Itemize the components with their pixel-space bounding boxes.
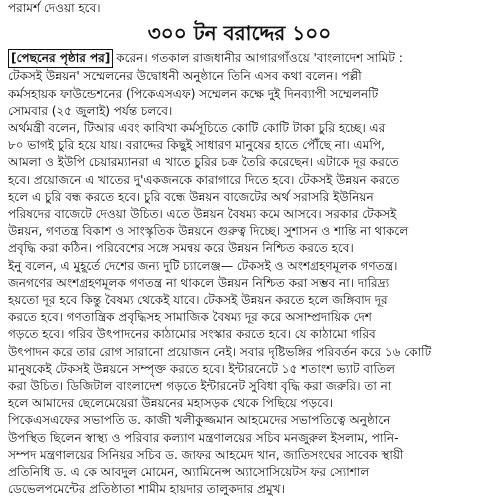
article-line: গড়তে হবে। গরিব উৎপাদনের কাঠামোর সংস্কার করতে হবে। যে কাঠামো গরিব [8,327,376,342]
article-line: উন্নয়ন, গণতন্ত্র বিকাশ ও সাংস্কৃতিক উন্নয়নে গুরুত্ব দিচ্ছে। সুশাসন ও শান্তি না থাকলে [8,224,409,239]
article-line: ইনু বলেন, এ মুহূর্তে দেশের জন্য দুটি চ্যালেঞ্জ— টেকসই ও অংশগ্রহণমূলক গণতন্ত্র। [8,258,398,273]
article-line: উৎপাদন করে তার রোগ সারানো প্রয়োজন নেই। সবার দৃষ্টিভঙ্গির পরিবর্তন করে ১৬ কোটি [8,344,432,359]
article-line: কর্মসহায়ক ফাউন্ডেশনের (পিকেএসএফ) সম্মেলন কক্ষে দুই দিনব্যাপী সম্মেলনটি [8,86,379,101]
continued-from-back-page-label: [পেছনের পৃষ্ঠার পর] [8,49,113,68]
article-line: সম্পদ মন্ত্রণালয়ের সিনিয়র সচিব ড. জাফর আহমেদ খান, জাতিসংঘের সাবেক স্থায়ী [8,447,404,462]
article-line: আমলা ও ইউপি চেয়ারম্যানরা এ খাতে চুরির চক্র তৈরি করেছেন। এটাকে দূর করতে [8,155,399,170]
article-line: সোমবার (২৫ জুলাই) পর্যন্ত চলবে। [8,103,173,118]
article-line: প্রবৃদ্ধি করা কঠিন। পরিবেশের সঙ্গে সমন্বয় করে উন্নয়ন নিশ্চিত করতে হবে। [8,241,354,256]
headline: ৩০০ টন বরাদ্দের ১০০ [147,21,332,46]
article-line: হলে এ চুরি বন্ধ করতে হবে। চুরি বন্ধে উন্নয়ন বাজেটের অর্থ সরাসরি ইউনিয়ন [8,189,374,204]
article-line: পিকেএসএফের সভাপতি ড. কাজী খলীকুজ্জমান আহমেদের সভাপতিত্বে অনুষ্ঠানে [8,413,391,428]
article-line: টেকসই উন্নয়ন' সম্মেলনের উদ্বোধনী অনুষ্ঠানে তিনি এসব কথা বলেন। পল্লী [8,69,362,84]
article-line: ডেভেলপমেন্টের প্রতিষ্ঠাতা শামীম হায়দার তালুকদার প্রমুখ। [8,482,285,497]
article-line: পরিষদের বাজেটে দেওয়া উচিত। এতে উন্নয়ন বৈষম্য কমে আসবে। সরকার টেকসই [8,207,397,222]
article-line: করা উচিত। ডিজিটাল বাংলাদেশ গড়তে ইন্টারনেট সুবিধা বৃদ্ধি করা জরুরি। তা না [8,379,392,394]
article-line-0 [8,49,471,68]
article-line: ৮০ ভাগই চুরি হয়ে যায়। বরাদ্দের কিছুই সাধারণ মানুষের হাতে পৌঁছে না। এমপি, [8,138,385,153]
article-line: হলে আমাদের ছেলেমেয়েরা উন্নয়নের মহাসড়ক থেকে পিছিয়ে পড়বে। [8,396,334,411]
article-continuation-top: পরামর্শ দেওয়া হবে। [8,1,101,15]
article-line-text: করেন। গতকাল রাজধানীর আগারগাঁওয়ে 'বাংলাদেশ সামিট : [116,51,403,66]
article-line: প্রতিনিধি ড. এ কে আবদুল মোমেন, অ্যামিনেন্স অ্যাসোসিয়েটস ফর স্যোশাল [8,465,370,480]
article-line: হবে। প্রয়োজনে এ খাতের দু'একজনকে কারাগারে দিতে হবে। টেকসই উন্নয়ন করতে [8,172,400,187]
article-line: উপস্থিত ছিলেন স্বাস্থ্য ও পরিবার কল্যাণ মন্ত্রণালয়ের সচিব মনজুরুল ইসলাম, পানি- [8,430,399,445]
article-line: জনগণের অংশগ্রহণমূলক গণতন্ত্র না থাকলে উন্নয়ন নিশ্চিত করা সম্ভব না। দারিদ্র্য [8,275,390,290]
article-line: অর্থমন্ত্রী বলেন, টিআর এবং কাবিখা কর্মসূচিতে কোটি কোটি টাকা চুরি হচ্ছে। এর [8,121,386,136]
article-line: হয়তো দূর হবে কিন্তু বৈষম্য থেকেই যাবে। টেকসই উন্নয়ন করতে হলে জঙ্গিবাদ দূর [8,293,388,308]
article-line: মানুষকেই টেকসই উন্নয়নে সম্পৃক্ত করতে হবে। ইন্টারনেটে ১৫ শতাংশ ভ্যাট বাতিল [8,361,395,376]
article-line: করতে হবে। গণতান্ত্রিক প্রবৃদ্ধিসহ সামাজিক বৈষম্য দূর করে অসাম্প্রদায়িক দেশ [8,310,372,325]
